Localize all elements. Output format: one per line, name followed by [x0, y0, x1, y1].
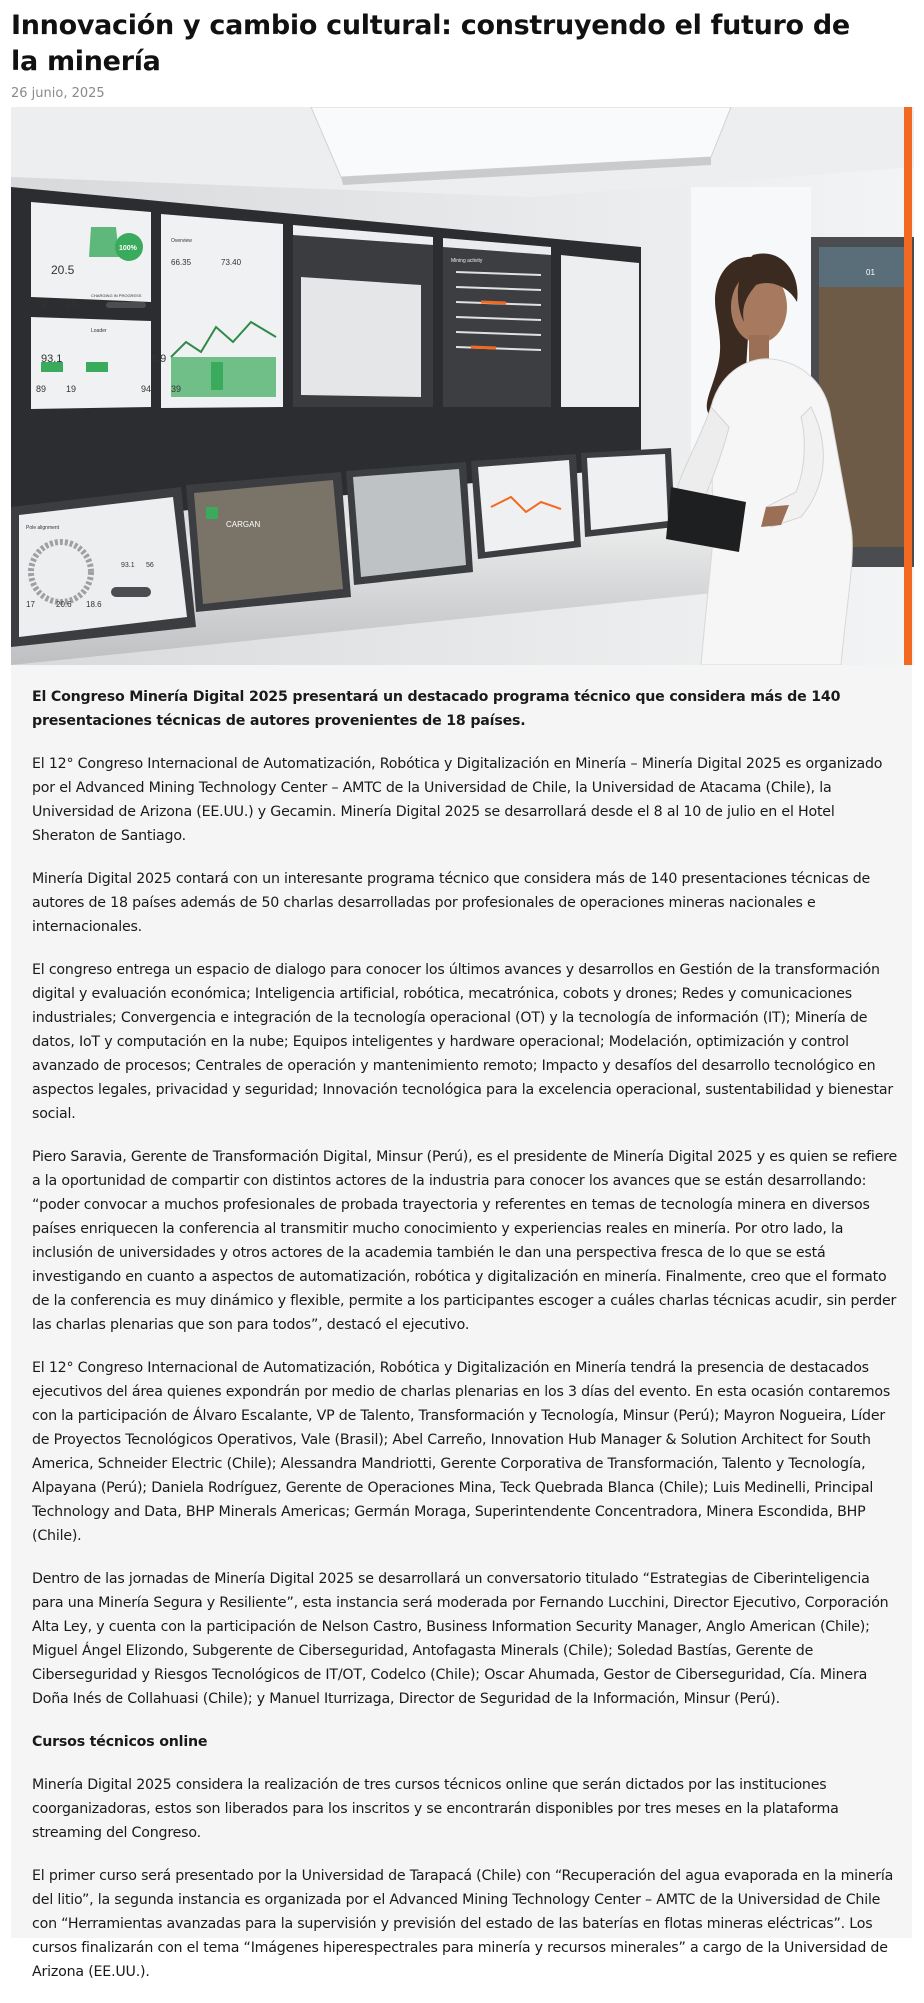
control-room-illustration: [11, 107, 914, 665]
screen-value: 39: [171, 384, 182, 394]
screen-value: 100%: [119, 245, 137, 252]
screen-value: 79: [36, 299, 48, 310]
screen-label: CHARGING IN PROGRESS: [91, 293, 142, 298]
screen-label: Overview: [171, 238, 192, 244]
screen-value: 20.5: [51, 263, 75, 277]
screen-value: 15: [66, 299, 78, 310]
paragraph: El 12° Congreso Internacional de Automatización, Robótica y Digitalización en Minería – Minería Digital 2025 es organizado por el Advanced Mining Technology Center – AMTC de la Universidad de Chile, la Universidad de Atacama (Chile), la Universidad de Arizona (EE.UU.) y Gecamin. Minería Digital 2025 se desarrollará desde el 8 al 10 de julio en el Hotel Sheraton de Santiago.: [32, 756, 883, 844]
accent-bar: [904, 107, 912, 665]
paragraph: Piero Saravia, Gerente de Transformación Digital, Minsur (Perú), es el presidente de Minería Digital 2025 y es quien se refiere a la oportunidad de compartir con distintos actores de la industria para conocer los avances que se están desarrollando: “poder convocar a muchos profesionales de probada trayectoria y referentes en temas de tecnología minera en diversos países enriquecen la conferencia al transmitir mucho conocimiento y experiencias reales en minería. Por otro lado, la inclusión de universidades y otros actores de la academia también le dan una perspectiva fresca de lo que se está investigando en cuanto a aspectos de automatización, robótica y digitalización en minería. Finalmente, creo que el formato de la conferencia es muy dinámico y flexible, permite a los participantes escoger a cuáles charlas técnicas acudir, sin perder las charlas plenarias que son para todos”, destacó el ejecutivo.: [32, 1149, 898, 1333]
screen-value: 01: [866, 268, 875, 277]
screen-label: Pole alignment: [26, 525, 60, 531]
screen-value: 19: [66, 384, 77, 394]
screen-label: Mining activity: [451, 258, 483, 264]
screen-value: 8.9: [151, 353, 167, 365]
screen-label: Loader: [91, 328, 107, 334]
paragraph: El primer curso será presentado por la Universidad de Tarapacá (Chile) con “Recuperación del agua evaporada en la minería del litio”, la segunda instancia es organizada por el Advanced Mining Technology Center – AMTC de la Universidad de Chile con “Herramientas avanzadas para la supervisión y previsión del estado de las baterías en flotas mineras eléctricas”. Los cursos finalizarán con el tema “Imágenes hiperespectrales para minería y recursos minerales” a cargo de la Universidad de Arizona (EE.UU.).: [32, 1868, 894, 1980]
lead-paragraph: El Congreso Minería Digital 2025 presentará un destacado programa técnico que considera más de 140 presentaciones técnicas de autores provenientes de 18 países.: [32, 689, 841, 729]
article-title: Innovación y cambio cultural: construyendo el futuro de la minería: [11, 10, 850, 77]
paragraph: Minería Digital 2025 contará con un interesante programa técnico que considera más de 140 presentaciones técnicas de autores de 18 países además de 50 charlas desarrolladas por profesionales de operaciones mineras nacionales e internacionales.: [32, 871, 871, 935]
article-content: [11, 665, 912, 1980]
article-body: [32, 685, 900, 2003]
screen-value: 56: [146, 562, 154, 569]
screen-value: 73.40: [221, 258, 242, 267]
screen-value: 94: [141, 384, 152, 394]
article-date: 26 junio, 2025: [11, 86, 105, 101]
screen-value: 20.6: [56, 600, 72, 609]
screen-label: CARGAN: [226, 520, 261, 529]
section-heading: Cursos técnicos online: [32, 1734, 208, 1750]
screen-value: 93.1: [121, 562, 135, 569]
paragraph: El congreso entrega un espacio de dialogo para conocer los últimos avances y desarrollos en Gestión de la transformación digital y evaluación económica; Inteligencia artificial, robótica, mecatrónica, cobots y drones; Redes y comunicaciones industriales; Convergencia e integración de la tecnología operacional (OT) y la tecnología de información (IT); Minería de datos, IoT y computación en la nube; Equipos inteligentes y hardware operacional; Modelación, optimización y control avanzado de procesos; Centrales de operación y mantenimiento remoto; Impacto y desafíos del desarrollo tecnológico en aspectos legales, privacidad y seguridad; Innovación tecnológica para la excelencia operacional, sustentabilidad y bienestar social.: [32, 962, 894, 1122]
paragraph: Dentro de las jornadas de Minería Digital 2025 se desarrollará un conversatorio titulado “Estrategias de Ciberinteligencia para una Minería Segura y Resiliente”, esta instancia será moderada por Fernando Lucchini, Director Ejecutivo, Corporación Alta Ley, y cuenta con la participación de Nelson Castro, Business Information Security Manager, Anglo American (Chile); Miguel Ángel Elizondo, Subgerente de Ciberseguridad, Antofagasta Minerals (Chile); Soledad Bastías, Gerente de Ciberseguridad y Riesgos Tecnológicos de IT/OT, Codelco (Chile); Oscar Ahumada, Gestor de Ciberseguridad, Cía. Minera Doña Inés de Collahuasi (Chile); y Manuel Iturrizaga, Director de Seguridad de la Información, Minsur (Perú).: [32, 1571, 889, 1707]
paragraph: El 12° Congreso Internacional de Automatización, Robótica y Digitalización en Minería tendrá la presencia de destacados ejecutivos del área quienes expondrán por medio de charlas plenarias en los 3 días del evento. En esta ocasión contaremos con la participación de Álvaro Escalante, VP de Talento, Transformación y Tecnología, Minsur (Perú); Mayron Nogueira, Líder de Proyectos Tecnológicos Operativos, Vale (Brasil); Abel Carreño, Innovation Hub Manager & Solution Architect for South America, Schneider Electric (Chile); Alessandra Mandriotti, Gerente Corporativa de Transformación, Talento y Tecnología, Alpayana (Perú); Daniela Rodríguez, Gerente de Operaciones Mina, Teck Quebrada Blanca (Chile); Luis Medinelli, Principal Technology and Data, BHP Minerals Americas; Germán Moraga, Superintendente Concentradora, Minera Escondida, BHP (Chile).: [32, 1360, 891, 1544]
screen-value: 17: [26, 600, 35, 609]
hero-image: [11, 107, 914, 665]
screen-value: 18.6: [86, 600, 102, 609]
paragraph: Minería Digital 2025 considera la realización de tres cursos técnicos online que serán dictados por las instituciones coorganizadoras, estos son liberados para los inscritos y se encontrarán disponibles por tres meses en la plataforma streaming del Congreso.: [32, 1777, 839, 1841]
screen-value: 66.35: [171, 258, 192, 267]
screen-value: 93.1: [41, 353, 63, 365]
screen-value: 89: [36, 384, 47, 394]
